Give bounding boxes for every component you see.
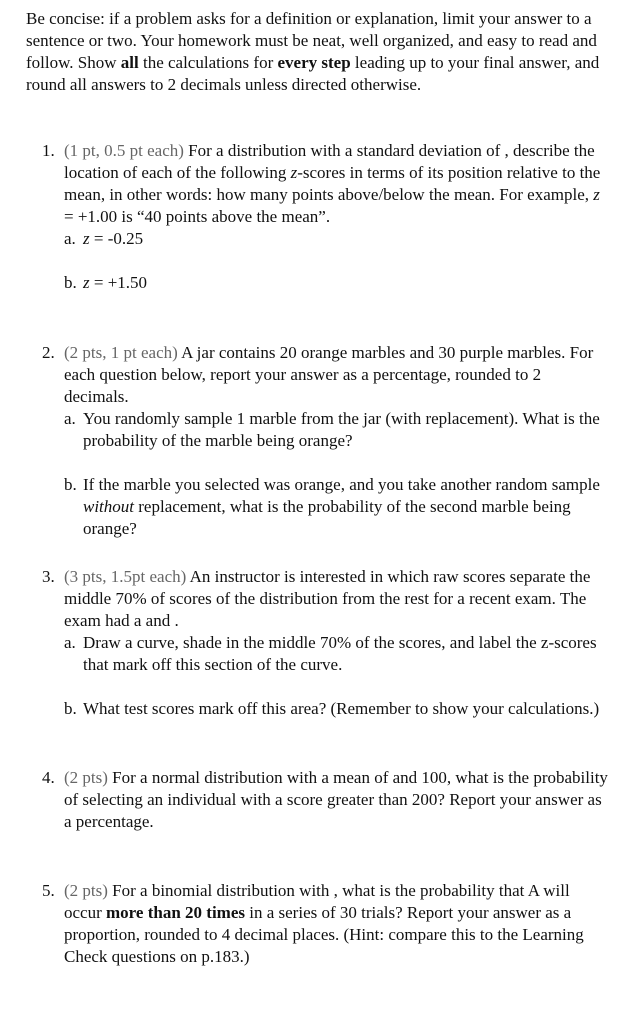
question-1 <box>42 140 608 294</box>
question-1b-text <box>83 272 608 294</box>
question-3b-label: b. <box>64 699 77 718</box>
question-2b-emphasis: without <box>83 497 135 516</box>
question-4-text <box>64 767 608 833</box>
question-5-text-part-1: For a binomial distribution with , what is the probability that A will occur <box>64 881 570 922</box>
question-3a-label: a. <box>64 633 76 652</box>
question-2-text-part-1: A jar contains 20 orange marbles and 30 purple marbles. For each question below, report your answer as a percentage, rounded to 2 decimals. <box>64 343 594 406</box>
z-variable: z <box>83 229 90 248</box>
question-1-text <box>64 140 608 228</box>
question-5-bold-phrase: more than 20 times <box>106 903 245 922</box>
question-3 <box>42 566 608 720</box>
question-2a <box>64 408 608 452</box>
question-2b-text <box>83 474 608 540</box>
question-5-points: (2 pts) <box>64 881 108 900</box>
question-1-text-part-3: = +1.00 is “40 points above the mean”. <box>64 207 331 226</box>
question-4-text-part-1: For a normal distribution with a mean of and 100, what is the probability of selecting an individual with a score greater than 200? Report your answer as a percentage. <box>64 768 608 831</box>
question-4 <box>42 767 608 833</box>
question-5-text <box>64 880 608 968</box>
instructions-text-2: the calculations for <box>138 53 278 72</box>
question-1a <box>64 228 608 250</box>
z-variable: z <box>83 273 90 292</box>
question-1a-value: = -0.25 <box>89 229 144 248</box>
instructions-paragraph <box>26 8 612 96</box>
question-2b <box>64 474 608 540</box>
question-2 <box>42 342 608 540</box>
question-2b-text-part-2: replacement, what is the probability of the second marble being orange? <box>83 497 571 538</box>
instructions-text-3: leading up to your final answer, and round all answers to 2 decimals unless directed otherwise. <box>26 53 600 94</box>
instructions-bold-all: all <box>120 53 139 72</box>
question-5-text-part-2: in a series of 30 trials? Report your answer as a proportion, rounded to 4 decimal places. (Hint: compare this to the Learning Check questions on p.183.) <box>64 903 584 966</box>
question-3b <box>64 698 608 720</box>
question-2-number: 2. <box>42 343 55 362</box>
question-2-points: (2 pts, 1 pt each) <box>64 343 178 362</box>
question-2a-label: a. <box>64 409 76 428</box>
z-variable: z <box>290 163 298 182</box>
instructions-text-1: Be concise: if a problem asks for a definition or explanation, limit your answer to a sentence or two. Your homework must be neat, well organized, and easy to read and follow. Show <box>26 9 597 72</box>
question-2b-label: b. <box>64 475 77 494</box>
question-1b <box>64 272 608 294</box>
question-1b-value: = +1.50 <box>89 273 148 292</box>
question-3-text <box>64 566 608 632</box>
question-1-text-part-1: For a distribution with a standard deviation of , describe the location of each of the following <box>64 141 595 182</box>
question-5 <box>42 880 608 968</box>
question-2b-text-part-1: If the marble you selected was orange, and you take another random sample <box>83 475 600 494</box>
question-1a-text <box>83 228 608 250</box>
question-2-text <box>64 342 608 408</box>
question-1a-label: a. <box>64 229 76 248</box>
z-variable: z <box>593 185 600 204</box>
question-2a-text: You randomly sample 1 marble from the jar (with replacement). What is the probability of the marble being orange? <box>83 409 600 450</box>
question-3a-text: Draw a curve, shade in the middle 70% of the scores, and label the z-scores that mark off this section of the curve. <box>83 633 597 674</box>
question-3a <box>64 632 608 676</box>
question-3-points: (3 pts, 1.5pt each) <box>64 567 187 586</box>
question-3b-text: What test scores mark off this area? (Remember to show your calculations.) <box>83 699 600 718</box>
question-5-number: 5. <box>42 881 55 900</box>
instructions-bold-every-step: every step <box>277 53 351 72</box>
question-1-number: 1. <box>42 141 55 160</box>
question-4-points: (2 pts) <box>64 768 108 787</box>
question-1b-label: b. <box>64 273 77 292</box>
question-3-text-part-1: An instructor is interested in which raw scores separate the middle 70% of scores of the distribution from the rest for a recent exam. The exam had a and . <box>64 567 591 630</box>
question-4-number: 4. <box>42 768 55 787</box>
question-1-points: (1 pt, 0.5 pt each) <box>64 141 184 160</box>
question-3-number: 3. <box>42 567 55 586</box>
question-1-text-part-2: -scores in terms of its position relative to the mean, in other words: how many points above/below the mean. For example, <box>64 163 601 204</box>
